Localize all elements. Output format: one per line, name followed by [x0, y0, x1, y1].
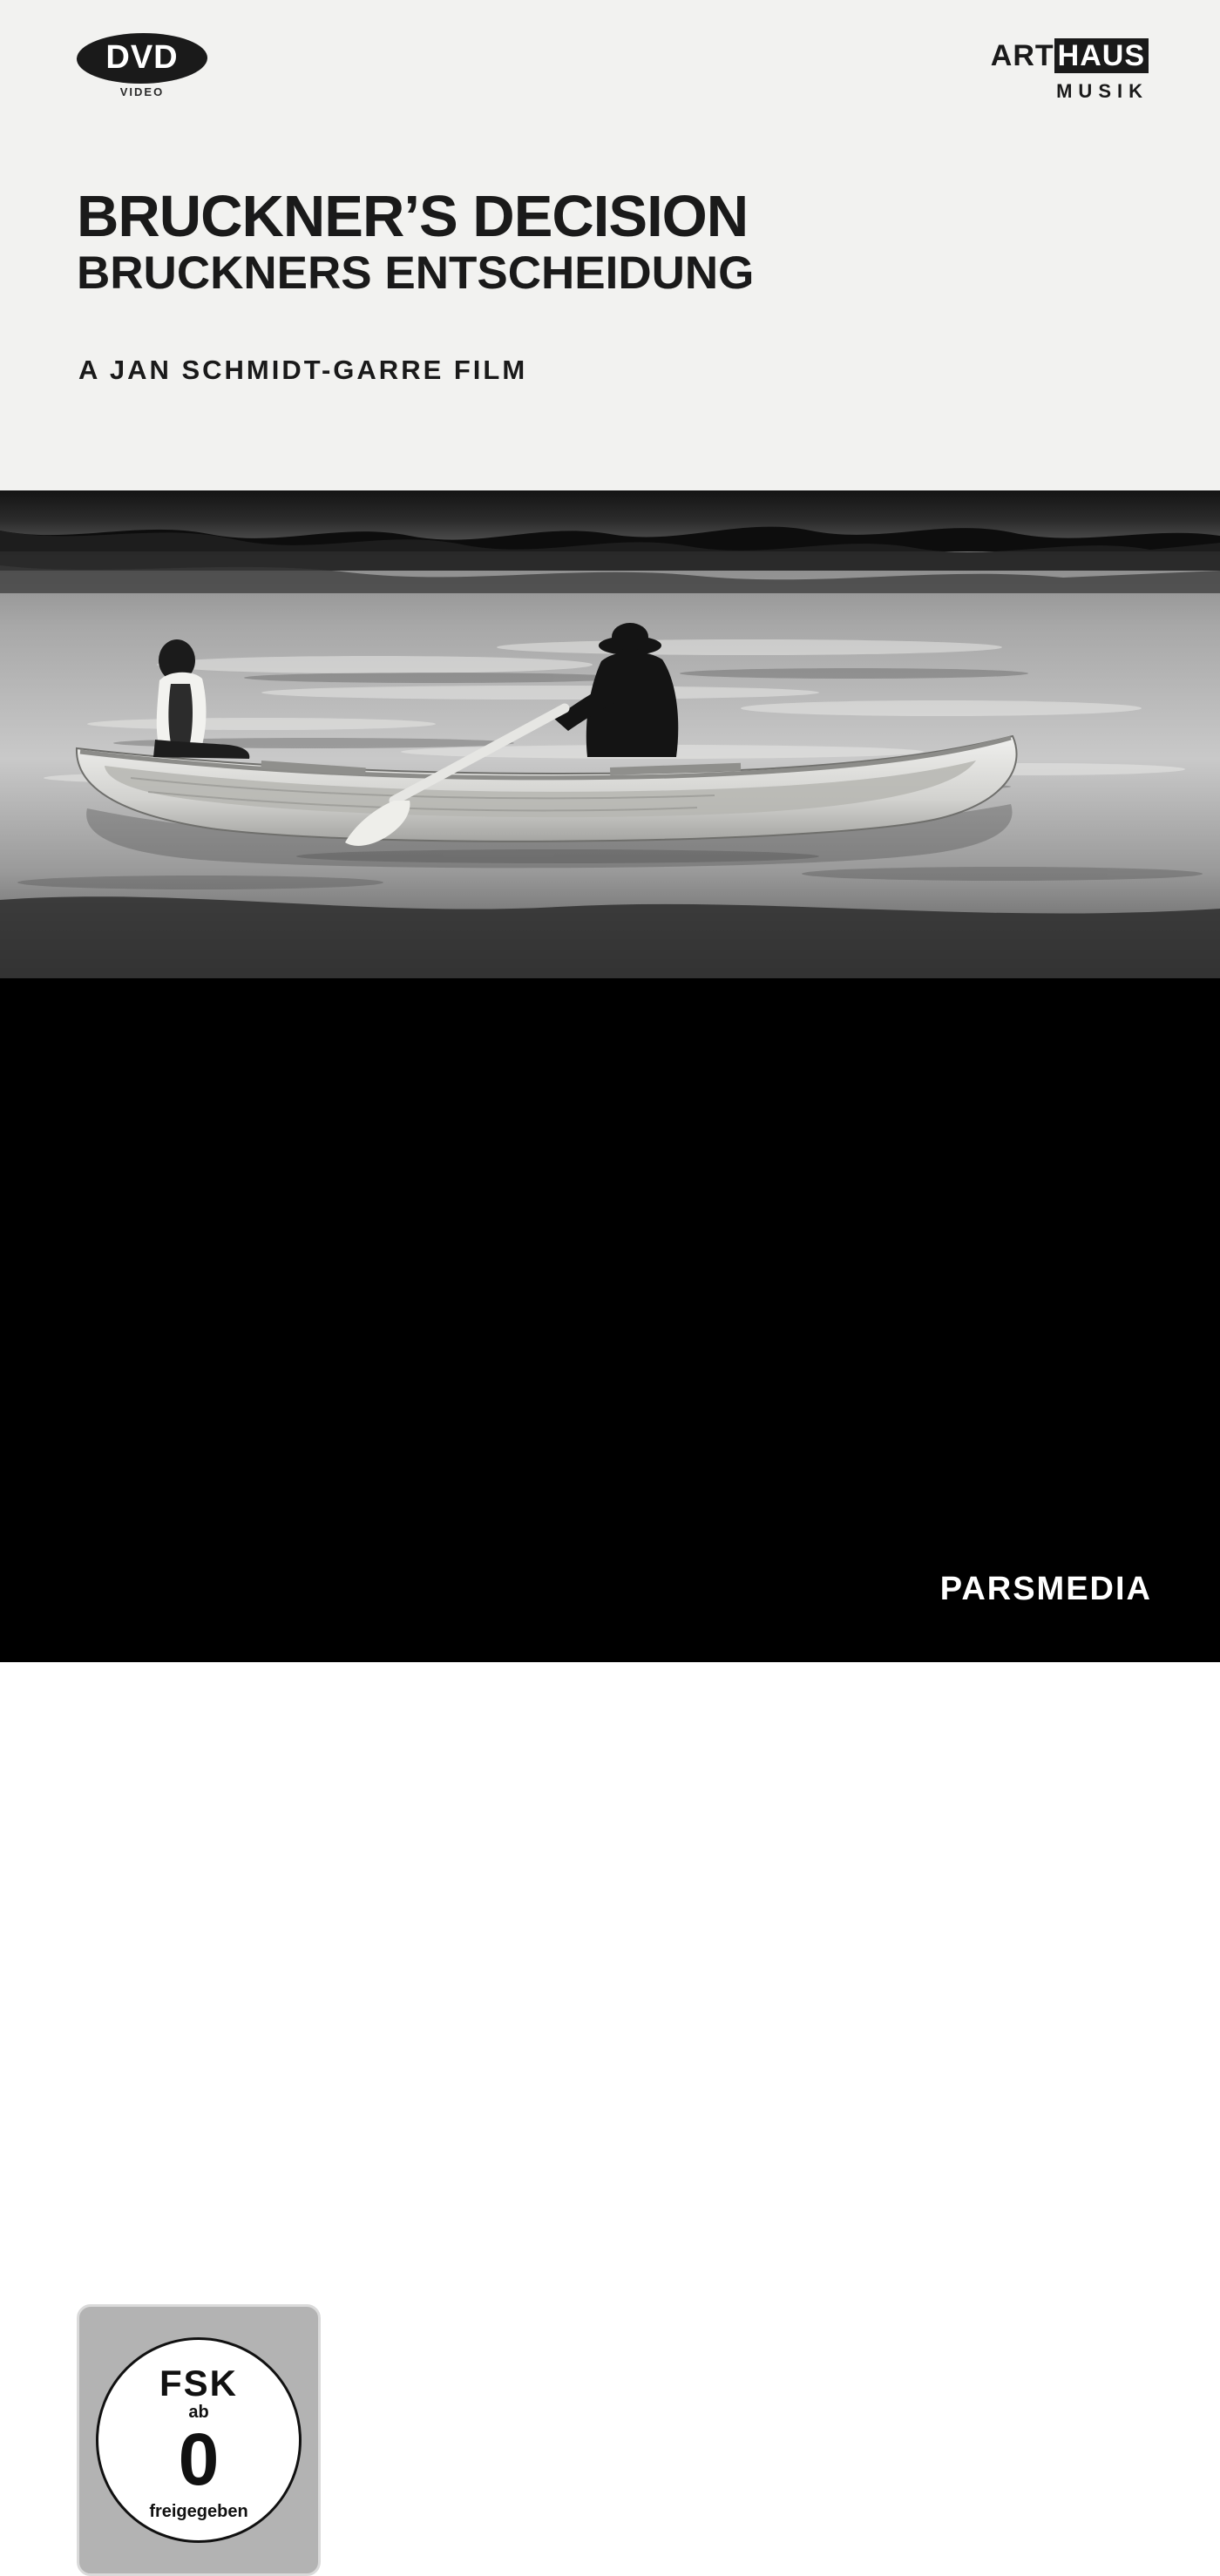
cast-names: Joachim Bauer, Sophie von Kessel, Michael Ponti, Peter Fricke, Peter von Fontano and, in the role of Richard Wagner/und in der Rolle Richard Wagners: Joachim Kaiser: [77, 2054, 1101, 2115]
cover-lower-panel: [0, 978, 1220, 2521]
fsk-circle: [96, 2337, 302, 2543]
cast-block: [77, 2018, 1105, 2118]
fsk-ab-label: ab: [188, 2403, 209, 2422]
title-subtitle-german: BRUCKNERS ENTSCHEIDUNG: [77, 247, 755, 299]
fsk-rating-badge: [77, 2304, 321, 2576]
title-main: BRUCKNER’S DECISION: [77, 184, 749, 249]
fsk-freigegeben-label: freigegeben: [149, 2502, 248, 2521]
fsk-age-value: 0: [178, 2418, 220, 2500]
dvd-video-logo: [77, 33, 207, 101]
cover-header: [0, 0, 1220, 490]
arthaus-logo-haus: HAUS: [1054, 38, 1149, 73]
arthaus-musik-logo: [931, 38, 1149, 106]
fsk-label: FSK: [159, 2363, 238, 2404]
dvd-logo-text: DVD: [105, 39, 179, 76]
arthaus-logo-musik: MUSIK: [1056, 80, 1149, 102]
rowboat-photo-illustration: [0, 490, 1220, 978]
arthaus-logo-art: ART: [990, 39, 1054, 72]
director-credit: A JAN SCHMIDT-GARRE FILM: [78, 355, 528, 385]
dvd-logo-subtext: VIDEO: [119, 85, 165, 98]
publisher-logo: PARSMEDIA: [939, 1571, 1152, 1607]
cast-heading: With/mit: [77, 2021, 177, 2049]
cover-photo: [0, 490, 1220, 978]
